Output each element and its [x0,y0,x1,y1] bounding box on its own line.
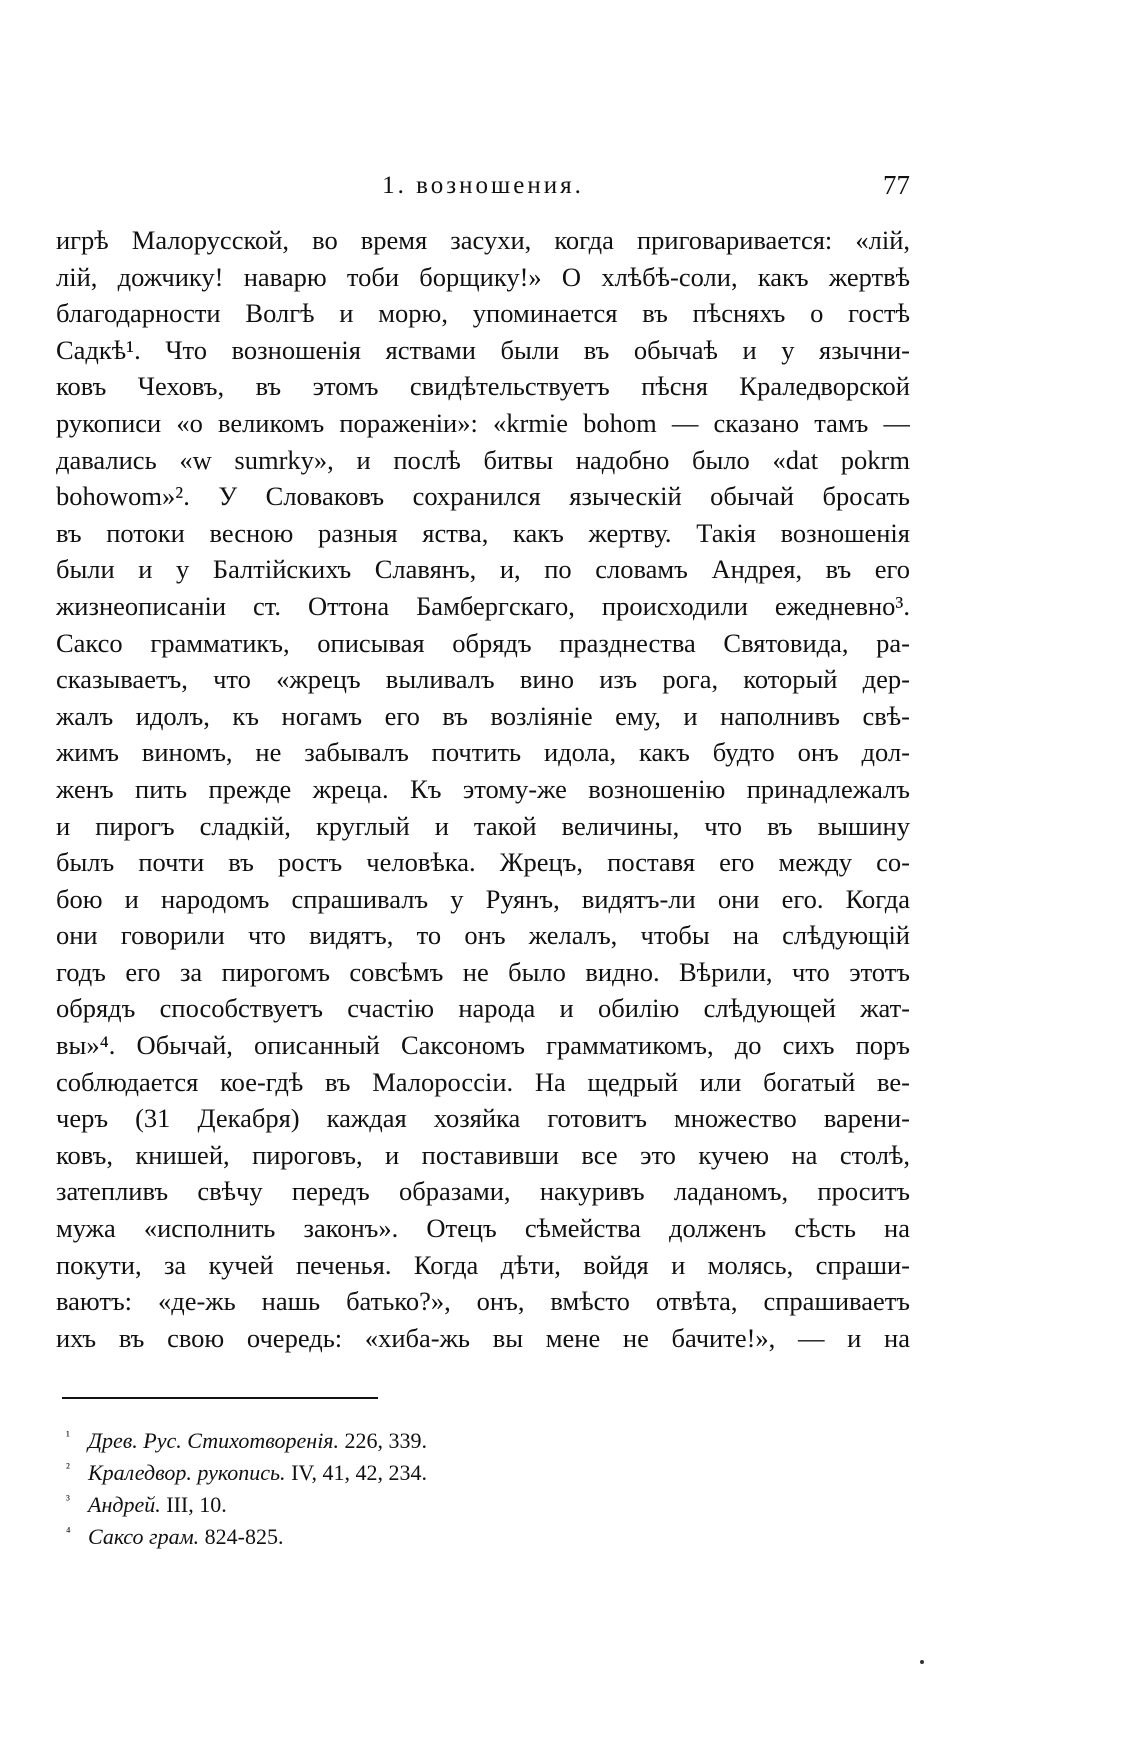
footnote-source: Саксо грам. [88,1524,200,1549]
text-line: покути, за кучей печенья. Когда дѣти, войдя и молясь, спраши- [56,1249,910,1280]
text-line: игрѣ Малорусской, во время засухи, когда приговаривается: «лій, [56,225,910,255]
footnote-source: Андрей. [88,1492,161,1517]
text-line: лій, дожчику! наварю тоби борщику!» О хлѣбѣ-соли, какъ жертвѣ [56,261,910,292]
text-line: Садкѣ¹. Что возношенія яствами были въ обычаѣ и у язычни- [56,334,910,365]
text-line: мужа «исполнить законъ». Отецъ сѣмейства долженъ сѣсть на [56,1213,910,1244]
footnote [66,1484,666,1516]
text-line: жалъ идолъ, къ ногамъ его въ возліяніе ему, и наполнивъ свѣ- [56,700,910,731]
text-line: благодарности Волгѣ и морю, упоминается въ пѣсняхъ о гостѣ [56,298,910,329]
text-line: рукописи «о великомъ пораженіи»: «krmie bohom — сказано тамъ — [56,407,910,438]
footnote [66,1452,666,1484]
text-line: былъ почти въ ростъ человѣка. Жрецъ, поставя его между со- [56,847,910,878]
text-line: бою и народомъ спрашивалъ у Руянъ, видятъ-ли они его. Когда [56,883,910,914]
text-line: давались «w sumrky», и послѣ битвы надобно было «dat pokrm [56,444,910,475]
text-line: вы»⁴. Обычай, описанный Саксономъ грамматикомъ, до сихъ поръ [56,1030,910,1061]
footnote-mark: ⁴ [66,1524,71,1539]
text-line: Саксо грамматикъ, описывая обрядъ празднества Святовида, ра- [56,627,910,658]
footnote [66,1420,666,1452]
running-head [56,170,910,210]
text-line: соблюдается кое-гдѣ въ Малороссіи. На щедрый или богатый ве- [56,1066,910,1097]
text-line: годъ его за пирогомъ совсѣмъ не было видно. Вѣрили, что этотъ [56,956,910,987]
footnote-reference: 824-825. [204,1524,284,1549]
text-line: они говорили что видятъ, то онъ желалъ, чтобы на слѣдующій [56,920,910,951]
text-line: обрядъ способствуетъ счастію народа и обилію слѣдующей жат- [56,993,910,1024]
footnote-rule [62,1397,378,1399]
text-line: затепливъ свѣчу передъ образами, накуривъ ладаномъ, проситъ [56,1176,910,1207]
text-line: жимъ виномъ, не забывалъ почтить идола, какъ будто онъ дол- [56,737,910,768]
footnote-reference: IV, 41, 42, 234. [291,1460,427,1485]
footnote-source: Краледвор. рукопись. [88,1460,286,1485]
text-line: черъ (31 Декабря) каждая хозяйка готовитъ множество варени- [56,1103,910,1134]
text-line: были и у Балтійскихъ Славянъ, и, по словамъ Андрея, въ его [56,554,910,585]
body-text [56,222,910,1356]
text-line: сказываетъ, что «жрецъ выливалъ вино изъ рога, который дер- [56,664,910,695]
footnote-reference: III, 10. [166,1492,227,1517]
text-line: въ потоки весною разныя яства, какъ жертву. Такія возношенія [56,517,910,548]
ink-speck [920,1660,924,1664]
footnote-reference: 226, 339. [344,1428,428,1453]
footnotes [66,1420,666,1548]
footnote-mark: ² [66,1460,70,1475]
footnote-source: Древ. Рус. Стихотворенія. [88,1428,340,1453]
footnote-mark: ³ [66,1492,70,1507]
section-title: 1. возношения. [382,172,584,199]
text-line: ваютъ: «де-жь нашь батько?», онъ, вмѣсто отвѣта, спрашиваетъ [56,1286,910,1317]
text-line: bohowom»². У Словаковъ сохранился языческій обычай бросать [56,481,910,512]
text-line: жизнеописаніи ст. Оттона Бамбергскаго, происходили ежедневно³. [56,590,910,621]
text-line: ковъ, книшей, пироговъ, и поставивши все это кучею на столѣ, [56,1139,910,1170]
text-line: ковъ Чеховъ, въ этомъ свидѣтельствуетъ пѣсня Краледворской [56,371,910,402]
text-line: и пирогъ сладкій, круглый и такой величины, что въ вышину [56,810,910,841]
footnote-mark: ¹ [66,1428,70,1443]
footnote [66,1516,666,1548]
text-line: женъ пить прежде жреца. Къ этому-же возношенію принадлежалъ [56,773,910,804]
page-number: 77 [883,170,910,200]
text-line: ихъ въ свою очередь: «хиба-жь вы мене не бачите!», — и на [56,1322,910,1353]
